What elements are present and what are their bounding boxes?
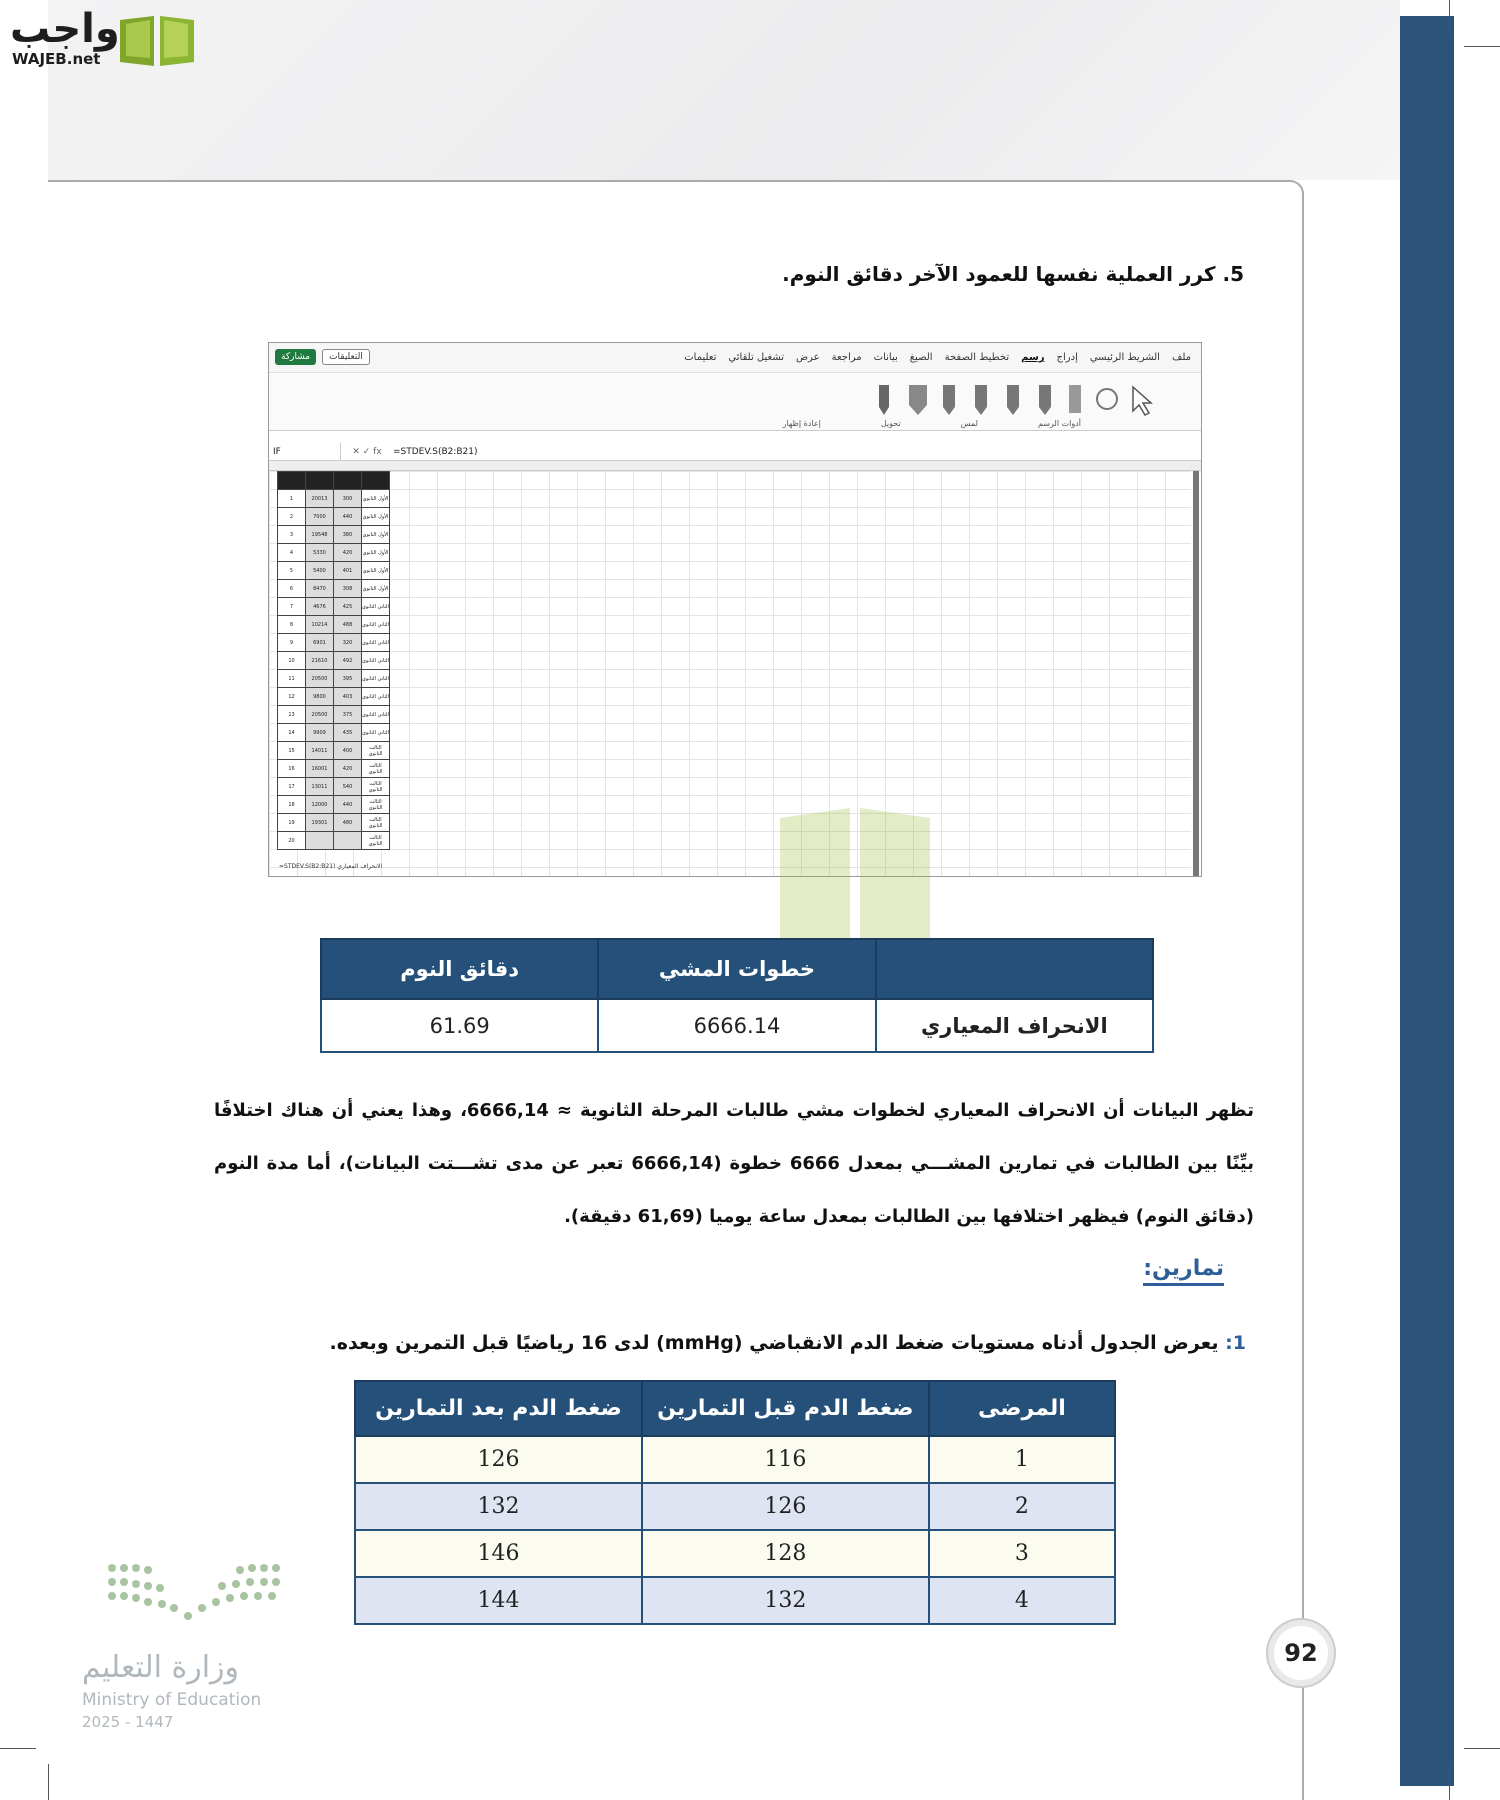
mini-header-cell <box>362 472 390 490</box>
open-book-icon <box>118 10 196 68</box>
vertical-scrollbar[interactable] <box>1193 471 1199 876</box>
spreadsheet-cell[interactable]: 425 <box>334 598 362 616</box>
spreadsheet-cell[interactable]: 18 <box>278 796 306 814</box>
bp-after-cell: 132 <box>355 1483 642 1530</box>
pen-icon[interactable] <box>943 385 955 415</box>
table-row <box>278 688 390 706</box>
spreadsheet-cell[interactable]: الأول الثانوي <box>362 508 390 526</box>
group-drawing-tools: أدوات الرسم <box>1037 419 1081 428</box>
ministry-arabic-name: وزارة التعليم <box>82 1650 240 1685</box>
tab-draw[interactable]: رسم <box>1021 352 1045 363</box>
spreadsheet-cell[interactable]: 400 <box>334 742 362 760</box>
group-replay: إعادة إظهار <box>782 419 821 428</box>
spreadsheet-cell[interactable]: 9909 <box>306 724 334 742</box>
spreadsheet-cell[interactable]: 401 <box>334 562 362 580</box>
table-row <box>278 580 390 598</box>
spreadsheet-cell[interactable]: 9800 <box>306 688 334 706</box>
spreadsheet-cell[interactable]: 5400 <box>306 562 334 580</box>
spreadsheet-cell[interactable]: الثالث الثانوي <box>362 796 390 814</box>
table-row <box>278 760 390 778</box>
spreadsheet-cell[interactable]: الأول الثانوي <box>362 580 390 598</box>
comments-button[interactable]: التعليقات <box>322 349 370 365</box>
tab-data[interactable]: بيانات <box>873 352 898 363</box>
pen-icon[interactable] <box>909 385 927 415</box>
spreadsheet-cell[interactable]: الأول الثانوي <box>362 562 390 580</box>
spreadsheet-cell[interactable]: الثالث الثانوي <box>362 814 390 832</box>
bp-after-cell: 144 <box>355 1577 642 1624</box>
pen-icon[interactable] <box>975 385 987 415</box>
bp-before-cell: 126 <box>642 1483 929 1530</box>
pen-tools <box>871 381 1171 421</box>
wajeb-logo[interactable] <box>10 6 190 68</box>
question-number: 1: <box>1225 1332 1246 1354</box>
name-box[interactable]: IF <box>269 443 341 460</box>
spreadsheet-cell[interactable]: 1 <box>278 490 306 508</box>
spreadsheet-cell[interactable]: 440 <box>334 796 362 814</box>
spreadsheet-cell[interactable]: 11 <box>278 670 306 688</box>
bp-after-cell: 146 <box>355 1530 642 1577</box>
table-row <box>278 796 390 814</box>
tab-page-layout[interactable]: تخطيط الصفحة <box>944 352 1010 363</box>
spreadsheet-cell[interactable]: 395 <box>334 670 362 688</box>
logo-english-text: WAJEB.net <box>12 50 101 68</box>
table-row <box>278 832 390 850</box>
table-row <box>278 562 390 580</box>
spreadsheet-cell[interactable]: 420 <box>334 760 362 778</box>
spreadsheet-cell[interactable]: 403 <box>334 688 362 706</box>
spreadsheet-cell[interactable]: 6 <box>278 580 306 598</box>
spreadsheet-cell[interactable]: 19548 <box>306 526 334 544</box>
ribbon-body <box>269 373 1201 431</box>
spreadsheet-cell[interactable]: الثاني الثانوي <box>362 616 390 634</box>
header-bp-after: ضغط الدم بعد التمارين <box>355 1381 642 1436</box>
sleep-stdev-value: 61.69 <box>321 999 598 1052</box>
spreadsheet-cell[interactable] <box>306 832 334 850</box>
stdev-formula-cell[interactable]: =STDEV.S(B2:B21) الانحراف المعياري <box>279 863 383 870</box>
table-row <box>278 490 390 508</box>
spreadsheet-cell[interactable]: 12000 <box>306 796 334 814</box>
spreadsheet-cell[interactable]: 320 <box>334 634 362 652</box>
table-row <box>278 742 390 760</box>
side-bar <box>1400 16 1454 1786</box>
row-label-stdev: الانحراف المعياري <box>876 999 1153 1052</box>
table-row <box>278 778 390 796</box>
crop-mark <box>1464 46 1500 47</box>
spreadsheet-cell[interactable]: الثالث الثانوي <box>362 742 390 760</box>
spreadsheet-cell[interactable]: 308 <box>334 580 362 598</box>
exercises-heading: تمارين: <box>1143 1256 1224 1286</box>
step-5-instruction: 5. كرر العملية نفسها للعمود الآخر دقائق النوم. <box>782 262 1244 286</box>
table-row <box>278 670 390 688</box>
table-row <box>278 814 390 832</box>
spreadsheet-cell[interactable]: الثاني الثانوي <box>362 688 390 706</box>
crop-mark <box>0 1748 36 1749</box>
data-table <box>277 471 390 850</box>
spreadsheet-cell[interactable]: الثاني الثانوي <box>362 670 390 688</box>
spreadsheet-cell[interactable]: الثالث الثانوي <box>362 760 390 778</box>
spreadsheet-cell[interactable]: 20500 <box>306 706 334 724</box>
table-row <box>278 652 390 670</box>
fx-icon[interactable]: ✕ ✓ fx <box>352 446 382 457</box>
spreadsheet-cell[interactable]: 16001 <box>306 760 334 778</box>
header-bp-before: ضغط الدم قبل التمارين <box>642 1381 929 1436</box>
lasso-icon[interactable] <box>1097 389 1117 409</box>
ministry-logo <box>82 1558 282 1731</box>
header-band <box>48 0 1400 180</box>
patient-cell: 4 <box>929 1577 1115 1624</box>
pen-icon[interactable] <box>1007 385 1019 415</box>
logo-arabic-text: واجب <box>10 6 120 52</box>
crop-mark <box>1464 1748 1500 1749</box>
spreadsheet-cell[interactable]: 3 <box>278 526 306 544</box>
spreadsheet-cell[interactable]: 17 <box>278 778 306 796</box>
spreadsheet-cell[interactable]: 20 <box>278 832 306 850</box>
table-row <box>278 526 390 544</box>
spreadsheet-cell[interactable]: 14011 <box>306 742 334 760</box>
pen-icon[interactable] <box>1039 385 1051 415</box>
spreadsheet-cell[interactable]: 15 <box>278 742 306 760</box>
spreadsheet-cell[interactable]: الثاني الثانوي <box>362 634 390 652</box>
spreadsheet-cell[interactable]: 19301 <box>306 814 334 832</box>
bp-before-cell: 116 <box>642 1436 929 1483</box>
header-sleep-minutes: دقائق النوم <box>321 939 598 999</box>
spreadsheet-cell[interactable]: 19 <box>278 814 306 832</box>
crop-mark <box>1449 0 1450 36</box>
spreadsheet-cell[interactable]: 21610 <box>306 652 334 670</box>
column-headers <box>269 461 1201 471</box>
ministry-english-name: Ministry of Education <box>82 1690 262 1710</box>
pen-icons[interactable] <box>871 381 1171 421</box>
walk-stdev-value: 6666.14 <box>598 999 875 1052</box>
spreadsheet-cell[interactable]: الثالث الثانوي <box>362 832 390 850</box>
mini-header-cell <box>334 472 362 490</box>
header-empty <box>876 939 1153 999</box>
tab-home[interactable]: الشريط الرئيسي <box>1089 352 1160 363</box>
spreadsheet-cell[interactable]: الأول الثانوي <box>362 526 390 544</box>
spreadsheet-cell[interactable]: 540 <box>334 778 362 796</box>
spreadsheet-cell[interactable]: 300 <box>334 490 362 508</box>
table-row <box>278 706 390 724</box>
spreadsheet-cell[interactable]: 440 <box>334 508 362 526</box>
tab-automate[interactable]: تشغيل تلقائي <box>728 352 785 363</box>
spreadsheet-cell[interactable]: 4676 <box>306 598 334 616</box>
table-row <box>278 544 390 562</box>
patient-cell: 2 <box>929 1483 1115 1530</box>
spreadsheet-cell[interactable]: 5330 <box>306 544 334 562</box>
ribbon-group-labels <box>783 419 1081 428</box>
spreadsheet-cell[interactable]: 8470 <box>306 580 334 598</box>
spreadsheet-cell[interactable]: 16 <box>278 760 306 778</box>
spreadsheet-cell[interactable]: الثالث الثانوي <box>362 778 390 796</box>
cursor-icon[interactable] <box>1133 387 1151 415</box>
spreadsheet-cell[interactable]: الثاني الثانوي <box>362 652 390 670</box>
table-row <box>278 634 390 652</box>
spreadsheet-cell[interactable]: 8 <box>278 616 306 634</box>
tab-review[interactable]: مراجعة <box>831 352 862 363</box>
crop-mark <box>48 1764 49 1800</box>
table-row <box>355 1577 1115 1624</box>
spreadsheet-grid[interactable] <box>269 471 1191 876</box>
spreadsheet-cell[interactable]: الثاني الثانوي <box>362 706 390 724</box>
spreadsheet-cell[interactable]: 5 <box>278 562 306 580</box>
header-walk-steps: خطوات المشي <box>598 939 875 999</box>
stdev-results-table <box>320 938 1154 1053</box>
tab-help[interactable]: تعليمات <box>684 352 717 363</box>
spreadsheet-cell[interactable]: 380 <box>334 526 362 544</box>
eraser-icon[interactable] <box>1069 385 1081 413</box>
header-patients: المرضى <box>929 1381 1115 1436</box>
spreadsheet-cell[interactable]: 20013 <box>306 490 334 508</box>
tab-insert[interactable]: إدراج <box>1056 352 1078 363</box>
table-row <box>355 1530 1115 1577</box>
spreadsheet-cell[interactable]: 492 <box>334 652 362 670</box>
table-row <box>278 598 390 616</box>
explanation-paragraph: تظهر البيانات أن الانحراف المعياري لخطوات مشي طالبات المرحلة الثانوية ≈ 6666,14، وهذا يعني أن هناك اختلافًا بيِّنًا بين الطالبات في تمارين المشـــي بمعدل 6666 خطوة (6666,14 تعبر عن مدى تشـــتت البيانات)، أما مدة النوم (دقائق النوم) فيظهر اختلافها بين الطالبات بمعدل ساعة يوميا (61,69 دقيقة). <box>214 1100 1254 1227</box>
spreadsheet-cell[interactable]: 488 <box>334 616 362 634</box>
spreadsheet-cell[interactable]: 13011 <box>306 778 334 796</box>
spreadsheet-cell[interactable]: 7000 <box>306 508 334 526</box>
ministry-year: 2025 - 1447 <box>82 1713 174 1731</box>
table-row <box>355 1436 1115 1483</box>
page-number: 92 <box>1268 1620 1334 1686</box>
spreadsheet-cell[interactable]: الثاني الثانوي <box>362 724 390 742</box>
spreadsheet-cell[interactable]: 10214 <box>306 616 334 634</box>
spreadsheet-cell[interactable]: 20500 <box>306 670 334 688</box>
formula-bar[interactable] <box>269 443 1201 461</box>
bp-before-cell: 128 <box>642 1530 929 1577</box>
pen-icon[interactable] <box>879 385 889 415</box>
spreadsheet-cell[interactable]: الثاني الثانوي <box>362 598 390 616</box>
ribbon-tabs <box>269 343 1201 373</box>
spreadsheet-cell[interactable]: 10 <box>278 652 306 670</box>
spreadsheet-cell[interactable]: 14 <box>278 724 306 742</box>
spreadsheet-cell[interactable]: 420 <box>334 544 362 562</box>
question-1 <box>330 1332 1246 1354</box>
spreadsheet-cell[interactable]: الأول الثانوي <box>362 544 390 562</box>
patient-cell: 1 <box>929 1436 1115 1483</box>
mini-header-cell <box>306 472 334 490</box>
crop-mark <box>1449 1764 1450 1800</box>
group-touch: لمس <box>960 419 978 428</box>
bp-after-cell: 126 <box>355 1436 642 1483</box>
table-row <box>278 508 390 526</box>
mini-header-cell <box>278 472 306 490</box>
table-row <box>278 616 390 634</box>
spreadsheet-cell[interactable]: 13 <box>278 706 306 724</box>
spreadsheet-cell[interactable]: 480 <box>334 814 362 832</box>
table-row <box>355 1483 1115 1530</box>
spreadsheet-cell[interactable]: 12 <box>278 688 306 706</box>
bp-before-cell: 132 <box>642 1577 929 1624</box>
spreadsheet-cell[interactable]: 4 <box>278 544 306 562</box>
excel-screenshot <box>268 342 1202 877</box>
tab-view[interactable]: عرض <box>796 352 820 363</box>
spreadsheet-cell[interactable]: 7 <box>278 598 306 616</box>
spreadsheet-cell[interactable]: 435 <box>334 724 362 742</box>
ministry-dots-icon <box>102 1558 282 1648</box>
spreadsheet-cell[interactable]: 375 <box>334 706 362 724</box>
blood-pressure-table <box>354 1380 1116 1625</box>
spreadsheet-cell[interactable]: 6901 <box>306 634 334 652</box>
spreadsheet-cell[interactable] <box>334 832 362 850</box>
tab-file[interactable]: ملف <box>1171 352 1191 363</box>
group-convert: تحويل <box>880 419 901 428</box>
spreadsheet-cell[interactable]: الأول الثانوي <box>362 490 390 508</box>
question-text: يعرض الجدول أدناه مستويات ضغط الدم الانقباضي (mmHg) لدى 16 رياضيًا قبل التمرين وبعده. <box>329 1332 1219 1354</box>
share-button[interactable]: مشاركة <box>275 349 316 365</box>
spreadsheet-cell[interactable]: 9 <box>278 634 306 652</box>
spreadsheet-cell[interactable]: 2 <box>278 508 306 526</box>
patient-cell: 3 <box>929 1530 1115 1577</box>
table-row <box>278 724 390 742</box>
tab-formulas[interactable]: الصيغ <box>909 352 933 363</box>
formula-input[interactable]: =STDEV.S(B2:B21) <box>393 446 478 457</box>
